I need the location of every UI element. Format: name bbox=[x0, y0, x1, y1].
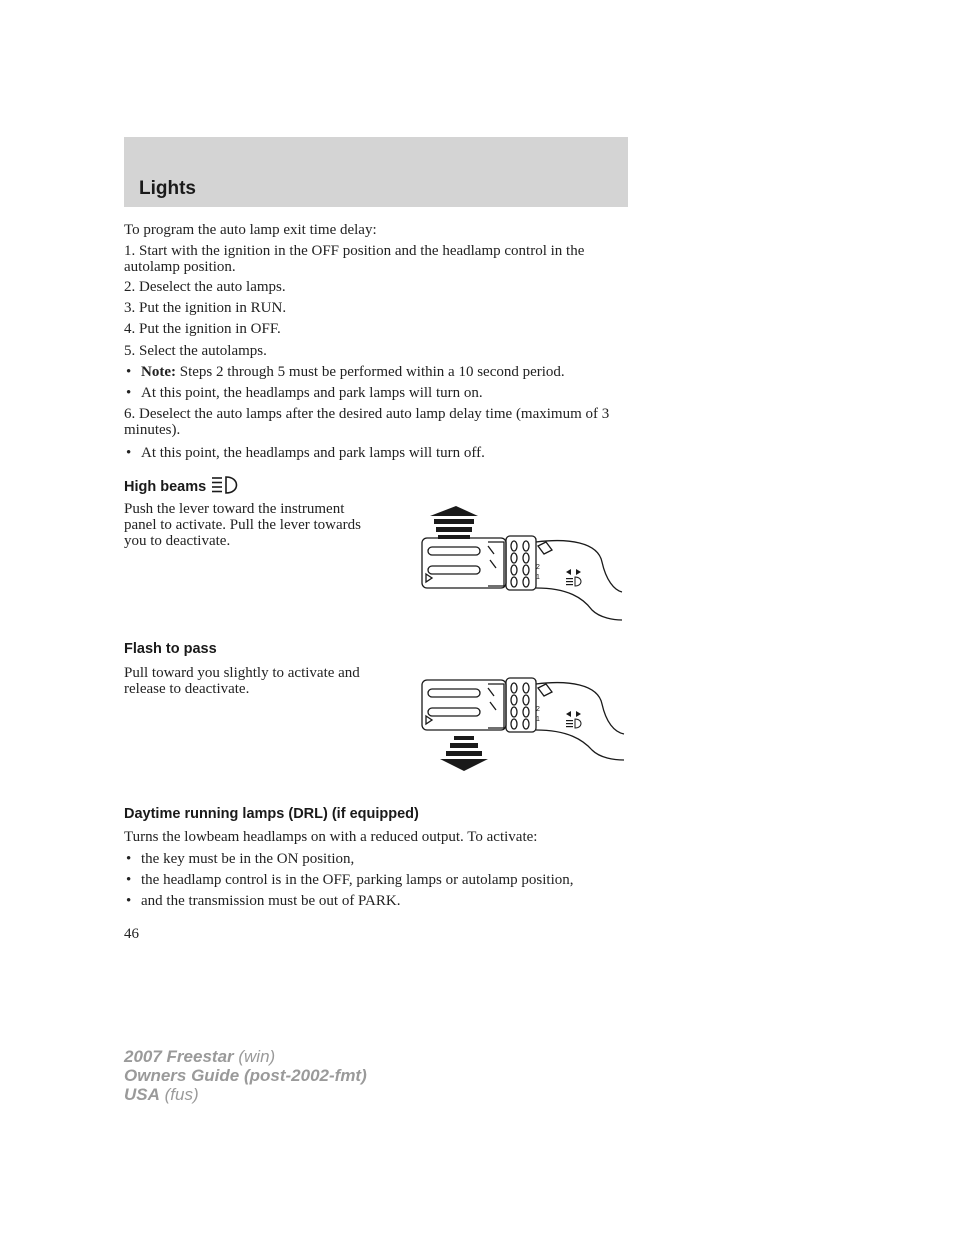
drl-bullet-key: • the key must be in the ON position, bbox=[124, 851, 645, 867]
high-beam-lever-illustration bbox=[418, 502, 628, 624]
step-4: 4. Put the ignition in OFF. bbox=[124, 321, 281, 337]
drl-bullet-headlamp-control: • the headlamp control is in the OFF, parking lamps or autolamp position, bbox=[124, 872, 645, 888]
drl-text: Turns the lowbeam headlamps on with a reduced output. To activate: bbox=[124, 829, 538, 845]
intro-lead: To program the auto lamp exit time delay: bbox=[124, 222, 377, 238]
note-bullet bbox=[124, 364, 645, 380]
flash-to-pass-lever-illustration bbox=[418, 674, 628, 774]
push-arrow-icon bbox=[430, 506, 478, 539]
footer-model-code: (win) bbox=[233, 1047, 276, 1066]
lever-mark-1: 1 bbox=[536, 716, 540, 723]
step-5: 5. Select the autolamps. bbox=[124, 343, 267, 359]
high-beams-text: Push the lever toward the instrument panel to activate. Pull the lever towards you to deactivate. bbox=[124, 501, 362, 549]
step-2: 2. Deselect the auto lamps. bbox=[124, 279, 286, 295]
signal-arrows-icon bbox=[566, 569, 581, 586]
turn-signal-lever-icon bbox=[422, 536, 622, 620]
lever-mark-1: 1 bbox=[536, 574, 540, 581]
lever-mark-2: 2 bbox=[536, 564, 540, 571]
footer-guide: Owners Guide (post-2002-fmt) bbox=[124, 1066, 367, 1085]
footer-line-1 bbox=[124, 1047, 367, 1066]
flash-to-pass-text: Pull toward you slightly to activate and release to deactivate. bbox=[124, 665, 360, 697]
step-6: 6. Deselect the auto lamps after the desired auto lamp delay time (maximum of 3 minutes). bbox=[124, 406, 610, 438]
drl-bullet-transmission: • and the transmission must be out of PARK. bbox=[124, 893, 645, 909]
section-header-band bbox=[124, 137, 628, 207]
drl-heading: Daytime running lamps (DRL) (if equipped) bbox=[124, 806, 419, 822]
section-title: Lights bbox=[139, 178, 196, 199]
lever-mark-2: 2 bbox=[536, 706, 540, 713]
footer-market: USA bbox=[124, 1085, 160, 1104]
document-footer bbox=[124, 1047, 367, 1104]
flash-to-pass-heading: Flash to pass bbox=[124, 641, 217, 657]
step-3: 3. Put the ignition in RUN. bbox=[124, 300, 287, 316]
page-number: 46 bbox=[124, 926, 139, 942]
footer-model: 2007 Freestar bbox=[124, 1047, 234, 1066]
signal-arrows-icon bbox=[566, 711, 581, 728]
bullet-lamps-on: • At this point, the headlamps and park lamps will turn on. bbox=[124, 385, 645, 401]
note-label: Note: bbox=[141, 364, 176, 380]
high-beam-icon bbox=[210, 476, 242, 494]
note-text: Steps 2 through 5 must be performed within a 10 second period. bbox=[179, 364, 565, 380]
step-1: 1. Start with the ignition in the OFF position and the headlamp control in the autolamp position. bbox=[124, 243, 585, 275]
pull-arrow-icon bbox=[440, 736, 488, 771]
footer-market-code: (fus) bbox=[159, 1085, 199, 1104]
footer-line-3 bbox=[124, 1085, 367, 1104]
bullet-lamps-off: • At this point, the headlamps and park lamps will turn off. bbox=[124, 445, 645, 461]
high-beams-heading-text: High beams bbox=[124, 479, 207, 495]
high-beams-heading bbox=[124, 476, 242, 495]
footer-line-2 bbox=[124, 1066, 367, 1085]
